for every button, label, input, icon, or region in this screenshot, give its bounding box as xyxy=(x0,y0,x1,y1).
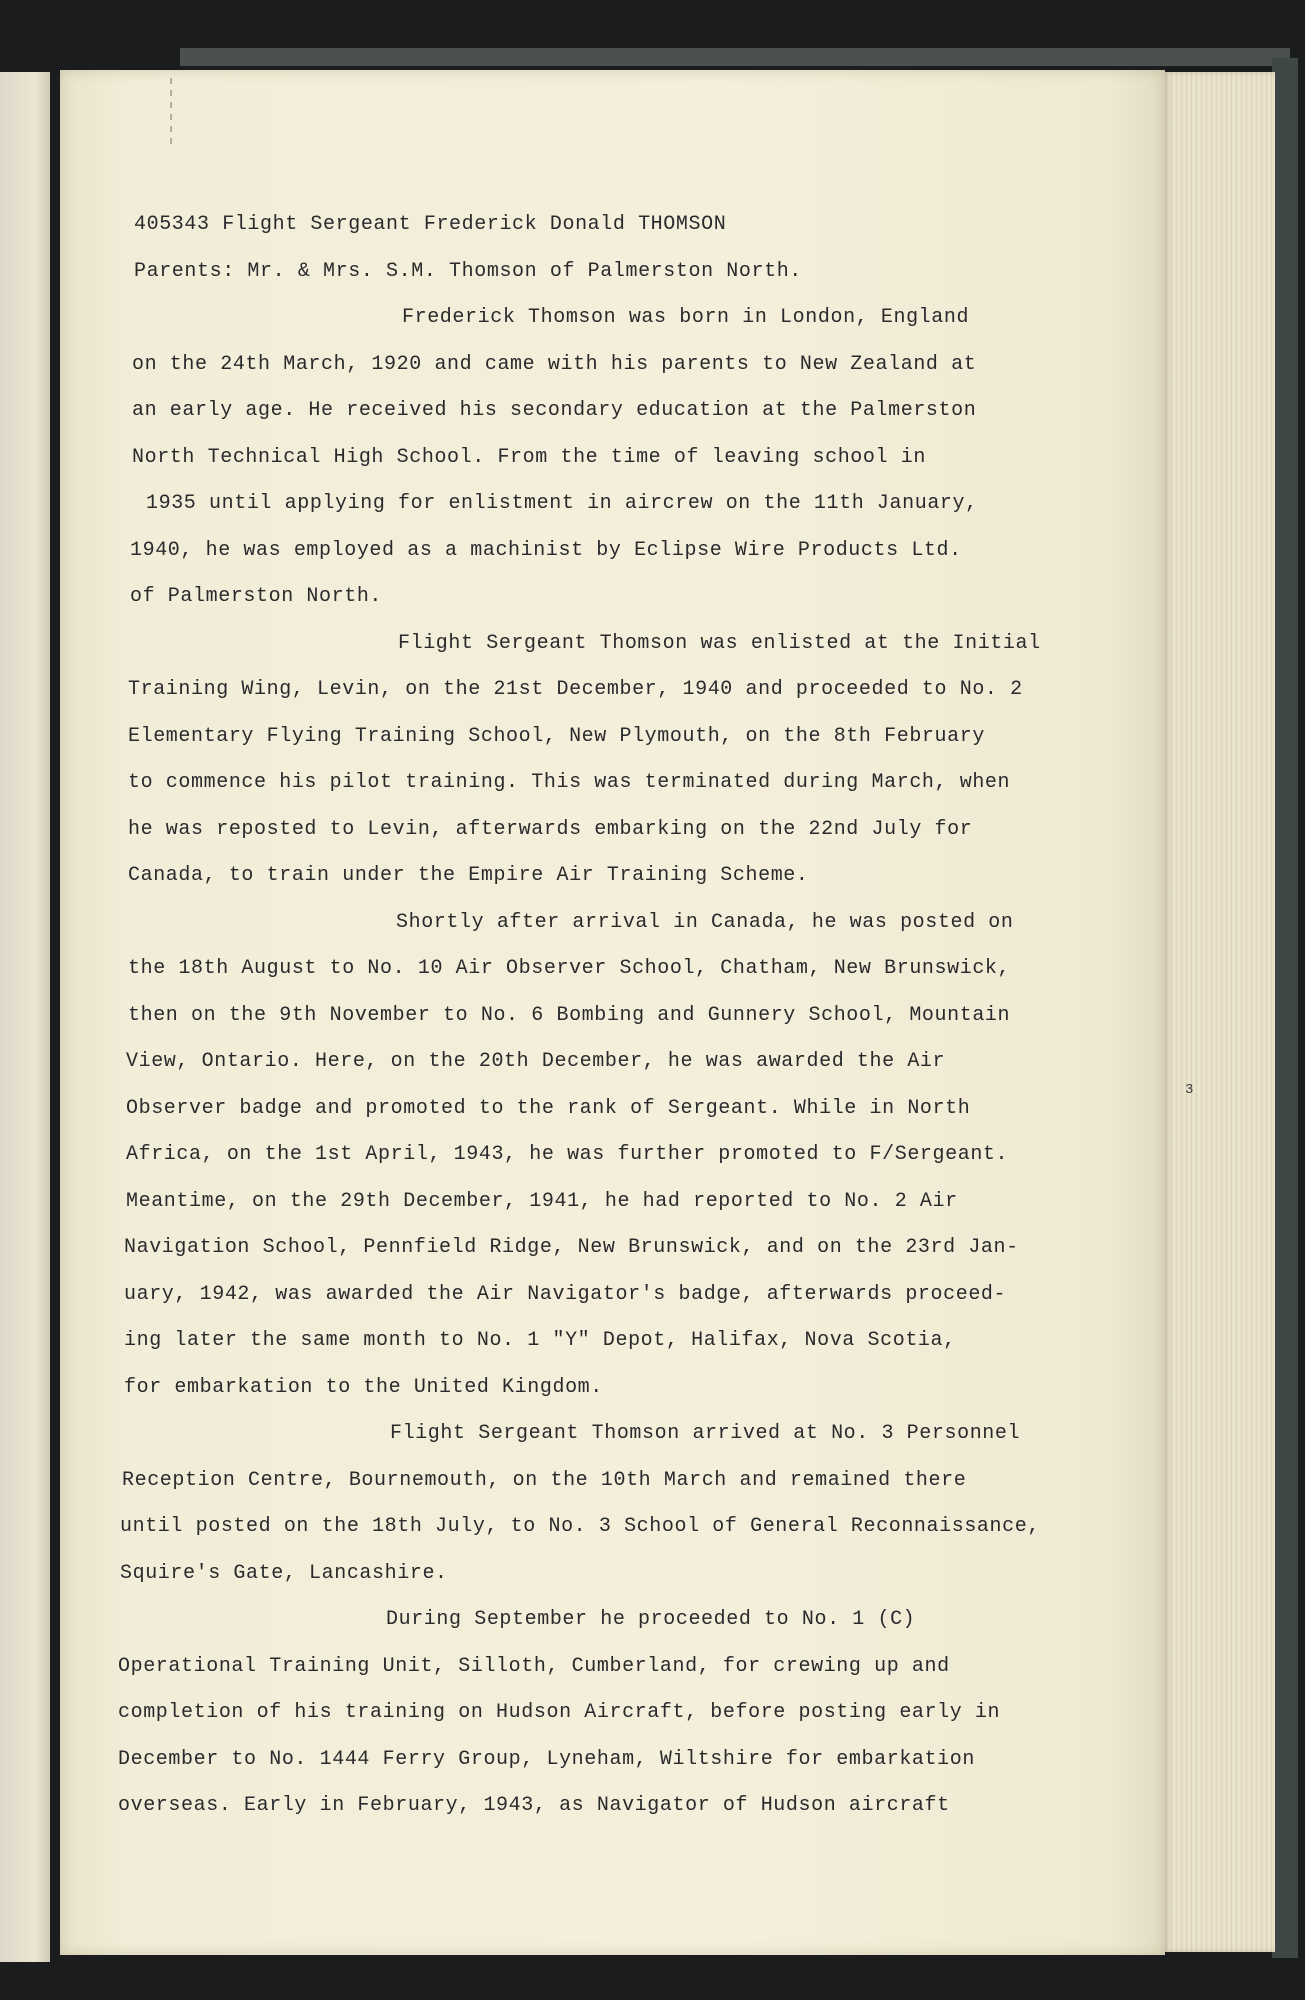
text-line: Frederick Thomson was born in London, England xyxy=(402,306,970,329)
page-stack-edges xyxy=(1163,72,1275,1952)
text-line: Training Wing, Levin, on the 21st December, 1940 and proceeded to No. 2 xyxy=(128,678,1023,701)
text-line: Navigation School, Pennfield Ridge, New Brunswick, and on the 23rd Jan- xyxy=(124,1236,1019,1259)
text-line: uary, 1942, was awarded the Air Navigator's badge, afterwards proceed- xyxy=(124,1282,1007,1306)
text-line: he was reposted to Levin, afterwards embarking on the 22nd July for xyxy=(128,817,973,841)
text-line: December to No. 1444 Ferry Group, Lyneham, Wiltshire for embarkation xyxy=(118,1747,975,1771)
text-line: Observer badge and promoted to the rank of Sergeant. While in North xyxy=(126,1096,971,1120)
text-line: of Palmerston North. xyxy=(130,585,383,608)
book-cover-right xyxy=(1272,58,1298,1958)
document-heading: 405343 Flight Sergeant Frederick Donald THOMSON xyxy=(134,213,727,236)
typed-text xyxy=(118,202,1148,1830)
text-line: to commence his pilot training. This was terminated during March, when xyxy=(128,771,1011,794)
text-line: 1935 until applying for enlistment in aircrew on the 11th January, xyxy=(146,492,978,515)
text-line: until posted on the 18th July, to No. 3 School of General Reconnaissance, xyxy=(120,1515,1040,1538)
text-line: Squire's Gate, Lancashire. xyxy=(120,1561,448,1585)
text-line: then on the 9th November to No. 6 Bombing and Gunnery School, Mountain xyxy=(128,1003,1011,1027)
binding-mark xyxy=(170,78,172,148)
text-line: ing later the same month to No. 1 "Y" Depot, Halifax, Nova Scotia, xyxy=(124,1329,956,1352)
text-line: View, Ontario. Here, on the 20th December, he was awarded the Air xyxy=(126,1050,946,1073)
text-line: the 18th August to No. 10 Air Observer School, Chatham, New Brunswick, xyxy=(128,957,1011,980)
text-line: Flight Sergeant Thomson was enlisted at the Initial xyxy=(398,631,1041,655)
text-line: North Technical High School. From the time of leaving school in xyxy=(132,445,926,469)
text-line: Elementary Flying Training School, New Plymouth, on the 8th February xyxy=(128,724,985,748)
left-page-edge xyxy=(0,72,50,1962)
text-line: Reception Centre, Bournemouth, on the 10th March and remained there xyxy=(122,1468,967,1492)
text-line: Africa, on the 1st April, 1943, he was further promoted to F/Sergeant. xyxy=(126,1143,1009,1166)
book-cover-top xyxy=(180,48,1290,66)
text-line: Canada, to train under the Empire Air Training Scheme. xyxy=(128,864,809,887)
margin-number: 3 xyxy=(1185,1082,1194,1098)
text-line: Parents: Mr. & Mrs. S.M. Thomson of Palmerston North. xyxy=(134,259,802,283)
text-line: completion of his training on Hudson Aircraft, before posting early in xyxy=(118,1701,1001,1724)
text-line: on the 24th March, 1920 and came with his parents to New Zealand at xyxy=(132,352,977,376)
text-line: Operational Training Unit, Silloth, Cumberland, for crewing up and xyxy=(118,1654,950,1678)
text-line: Shortly after arrival in Canada, he was posted on xyxy=(396,910,1014,934)
text-line: 1940, he was employed as a machinist by Eclipse Wire Products Ltd. xyxy=(130,538,962,562)
text-line: Flight Sergeant Thomson arrived at No. 3 Personnel xyxy=(390,1422,1021,1445)
text-line: overseas. Early in February, 1943, as Navigator of Hudson aircraft xyxy=(118,1794,950,1817)
text-line: Meantime, on the 29th December, 1941, he had reported to No. 2 Air xyxy=(126,1189,958,1213)
text-line: for embarkation to the United Kingdom. xyxy=(124,1375,603,1399)
text-line: During September he proceeded to No. 1 (C) xyxy=(386,1608,916,1631)
text-line: an early age. He received his secondary education at the Palmerston xyxy=(132,399,977,422)
